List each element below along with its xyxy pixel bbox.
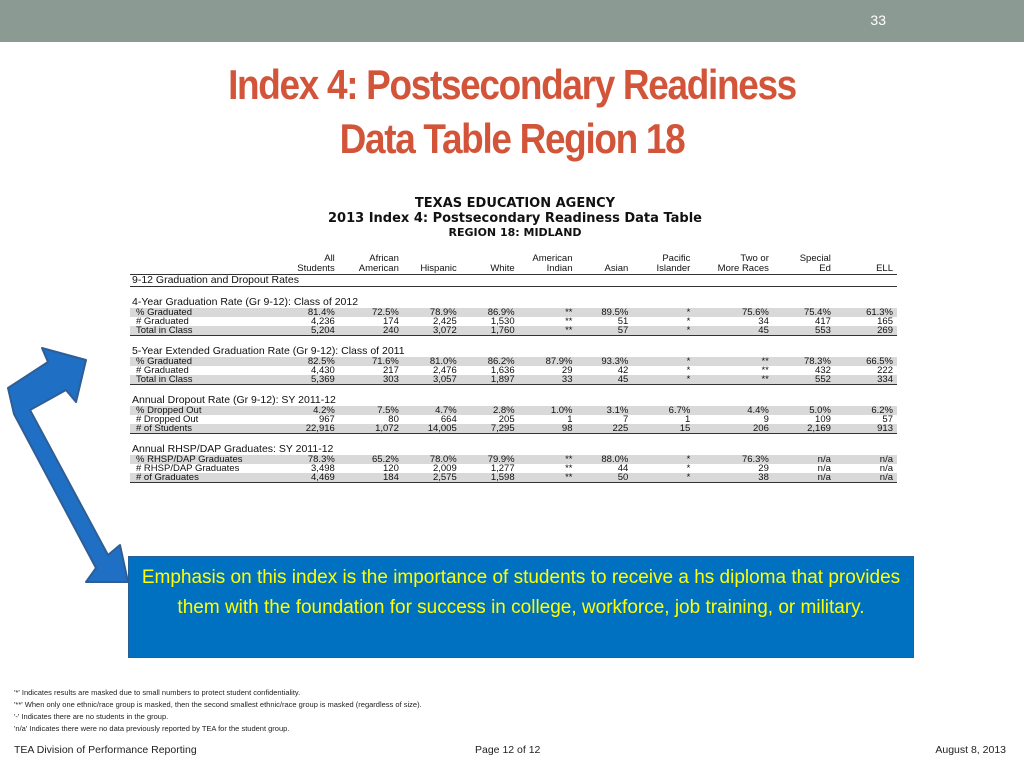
table-row (130, 366, 897, 375)
table-cell: ** (761, 366, 769, 375)
table-cell: 1,530 (490, 317, 515, 326)
table-cell: 87.9% (519, 357, 577, 366)
table-cell: 88.0% (577, 455, 633, 464)
table-cell: 269 (835, 326, 897, 336)
column-header-bottom: Students (297, 263, 335, 274)
row-label: % Dropped Out (130, 406, 283, 415)
table-cell: 82.5% (283, 357, 339, 366)
table-cell: 3,498 (311, 464, 335, 473)
footnote: '**' When only one ethnic/race group is masked, then the second smallest ethnic/race group is masked (regardless of size). (14, 700, 422, 709)
table-cell: 2,476 (432, 366, 457, 375)
table-cell: 1 (567, 415, 573, 424)
column-header-blank (130, 254, 283, 275)
report-region: REGION 18: MIDLAND (448, 226, 582, 239)
table-cell: 38 (694, 473, 773, 483)
table-cell: 51 (617, 317, 629, 326)
table-cell: 4.4% (694, 406, 773, 415)
table-cell: 57 (577, 326, 633, 336)
table-cell: n/a (879, 464, 893, 473)
table-row (130, 415, 897, 424)
block-title-row (130, 297, 897, 308)
row-label: Total in Class (130, 375, 283, 385)
row-label: # of Students (130, 424, 283, 434)
column-header (694, 254, 773, 275)
column-header (403, 254, 461, 275)
column-header-bottom: Ed (819, 263, 831, 274)
column-header (339, 254, 403, 275)
table-cell: 75.4% (773, 308, 835, 317)
table-cell: 61.3% (835, 308, 897, 317)
table-cell: 3.1% (577, 406, 633, 415)
table-cell: n/a (835, 473, 897, 483)
column-header (835, 254, 897, 275)
table-cell: 45 (694, 326, 773, 336)
table-cell: * (632, 375, 694, 385)
table-cell: * (632, 473, 694, 483)
table-cell: * (632, 308, 694, 317)
row-label: % RHSP/DAP Graduates (130, 455, 283, 464)
table-cell: 913 (835, 424, 897, 434)
table-cell: 15 (632, 424, 694, 434)
table-row (130, 357, 897, 366)
column-header-bottom: American (358, 263, 399, 274)
table-cell: ** (519, 473, 577, 483)
table-cell: ** (519, 455, 577, 464)
table-cell: 553 (773, 326, 835, 336)
table-cell: 1,598 (461, 473, 519, 483)
table-cell: 432 (815, 366, 831, 375)
column-header-top: Special (799, 254, 831, 264)
table-cell: 1,897 (461, 375, 519, 385)
table-cell: 1,760 (461, 326, 519, 336)
table-cell: n/a (773, 473, 835, 483)
spacer-cell (130, 336, 897, 347)
emphasis-callout: Emphasis on this index is the importance of students to receive a hs diploma that provides them with the foundation for success in college, workforce, job training, or military. (128, 556, 914, 658)
spacer-row (130, 287, 897, 298)
table-cell: 33 (519, 375, 577, 385)
spacer-row (130, 336, 897, 347)
column-header-top: American (532, 254, 573, 264)
column-header-top: Pacific (662, 254, 691, 264)
table-cell: 93.3% (577, 357, 633, 366)
block-title: Annual RHSP/DAP Graduates: SY 2011-12 (132, 444, 334, 455)
table-cell: 109 (815, 415, 831, 424)
table-cell: 2.8% (461, 406, 519, 415)
slide-number: 33 (870, 12, 886, 28)
table-cell: 1,072 (339, 424, 403, 434)
table-cell: 29 (561, 366, 573, 375)
table-row (130, 424, 897, 434)
slide-title-line-1: Index 4: Postsecondary Readiness (228, 61, 796, 108)
table-cell: 81.0% (403, 357, 461, 366)
column-header-top: All (324, 254, 335, 264)
table-cell: 81.4% (283, 308, 339, 317)
table-cell: * (686, 317, 691, 326)
double-headed-elbow-arrow-icon (0, 340, 135, 585)
row-label: % Graduated (130, 308, 283, 317)
footnote: '*' Indicates results are masked due to small numbers to protect student confidentiality. (14, 688, 301, 697)
table-cell: 50 (577, 473, 633, 483)
top-bar (0, 0, 1024, 42)
table-cell: n/a (817, 464, 831, 473)
table-cell: 7,295 (461, 424, 519, 434)
table-cell: 222 (877, 366, 893, 375)
column-header (283, 254, 339, 275)
spacer-cell (130, 434, 897, 445)
table-cell: 78.3% (283, 455, 339, 464)
footnotes (14, 687, 422, 735)
table-cell: 80 (388, 415, 399, 424)
table-cell: 65.2% (339, 455, 403, 464)
column-header-row (130, 254, 897, 275)
table-cell: ** (694, 357, 773, 366)
column-header (577, 254, 633, 275)
table-cell: 1 (685, 415, 691, 424)
table-cell: 184 (339, 473, 403, 483)
column-header-bottom: Asian (604, 263, 629, 274)
table-cell: * (686, 464, 691, 473)
table-cell: 3,057 (403, 375, 461, 385)
table-cell: 120 (383, 464, 399, 473)
footer-page: Page 12 of 12 (475, 744, 541, 756)
table-cell: 205 (498, 415, 515, 424)
table-cell: 2,575 (403, 473, 461, 483)
table-row (130, 464, 897, 473)
column-header-bottom: Islander (656, 263, 691, 274)
table-cell: 66.5% (835, 357, 897, 366)
table-cell: 75.6% (694, 308, 773, 317)
table-cell: 240 (339, 326, 403, 336)
table-cell: 225 (577, 424, 633, 434)
table-cell: 29 (758, 464, 769, 473)
table-cell: 22,916 (283, 424, 339, 434)
table-cell: 57 (882, 415, 893, 424)
table-cell: 6.7% (632, 406, 694, 415)
block-title: Annual Dropout Rate (Gr 9-12): SY 2011-12 (132, 395, 336, 406)
table-cell: ** (565, 464, 573, 473)
table-cell: 2,425 (432, 317, 457, 326)
table-cell: ** (519, 326, 577, 336)
table-row (130, 406, 897, 415)
table-cell: 3,072 (403, 326, 461, 336)
table-cell: 552 (773, 375, 835, 385)
table-cell: ** (565, 317, 573, 326)
table-cell: 9 (763, 415, 769, 424)
table-cell: 5,369 (283, 375, 339, 385)
table-cell: 4,430 (311, 366, 335, 375)
table-cell: * (632, 326, 694, 336)
row-label: # Graduated (136, 317, 189, 326)
table-cell: 14,005 (403, 424, 461, 434)
table-cell: * (632, 357, 694, 366)
table-cell: 34 (758, 317, 769, 326)
table-cell: 165 (877, 317, 893, 326)
table-cell: 967 (318, 415, 335, 424)
table-cell: n/a (835, 455, 897, 464)
table-cell: 1,277 (490, 464, 515, 473)
column-header (461, 254, 519, 275)
report-header (130, 196, 900, 239)
table-cell: 2,169 (773, 424, 835, 434)
table-cell: 303 (339, 375, 403, 385)
table-cell: 71.6% (339, 357, 403, 366)
table-cell: 5,204 (283, 326, 339, 336)
spacer-cell (130, 287, 897, 298)
row-label: # RHSP/DAP Graduates (136, 464, 240, 473)
table-cell: 1.0% (519, 406, 577, 415)
table-cell: 664 (440, 415, 457, 424)
table-row (130, 455, 897, 464)
table-cell: 417 (815, 317, 831, 326)
column-header-bottom: Indian (546, 263, 573, 274)
table-cell: 4.7% (403, 406, 461, 415)
block-title-row (130, 395, 897, 406)
table-cell: 4.2% (283, 406, 339, 415)
column-header-top: African (369, 254, 399, 264)
row-label: # Graduated (136, 366, 189, 375)
table-cell: 217 (383, 366, 399, 375)
table-cell: 334 (835, 375, 897, 385)
column-header-bottom: Hispanic (420, 263, 457, 274)
footnote: '-' Indicates there are no students in the group. (14, 712, 169, 721)
footnote: 'n/a' Indicates there were no data previously reported by TEA for the student group. (14, 724, 290, 733)
column-header (632, 254, 694, 275)
table-cell: 45 (577, 375, 633, 385)
spacer-row (130, 434, 897, 445)
block-title-row (130, 346, 897, 357)
table-cell: 78.3% (773, 357, 835, 366)
report-subtitle: 2013 Index 4: Postsecondary Readiness Data Table (327, 211, 702, 226)
table-cell: 5.0% (773, 406, 835, 415)
block-title: 4-Year Graduation Rate (Gr 9-12): Class of 2012 (132, 297, 359, 308)
section-title-row (130, 275, 897, 287)
table-cell: 206 (694, 424, 773, 434)
table-cell: 72.5% (339, 308, 403, 317)
spacer-row (130, 385, 897, 396)
table-cell: 76.3% (694, 455, 773, 464)
footer-date: August 8, 2013 (935, 744, 1006, 756)
table-cell: 4,236 (311, 317, 335, 326)
table-cell: 1,636 (490, 366, 515, 375)
table-row (130, 308, 897, 317)
table-cell: * (686, 366, 691, 375)
table-cell: * (632, 455, 694, 464)
column-header-bottom: More Races (717, 263, 769, 274)
table-cell: 44 (617, 464, 629, 473)
table-cell: n/a (773, 455, 835, 464)
table-cell: 2,009 (432, 464, 457, 473)
footer-left: TEA Division of Performance Reporting (14, 744, 197, 756)
table-cell: 4,469 (283, 473, 339, 483)
table-cell: 7 (623, 415, 629, 424)
table-cell: 7.5% (339, 406, 403, 415)
table-cell: 79.9% (461, 455, 519, 464)
row-label: # Dropped Out (136, 415, 199, 424)
table-row (130, 317, 897, 326)
table-cell: 86.9% (461, 308, 519, 317)
report-agency: TEXAS EDUCATION AGENCY (414, 196, 616, 211)
block-title: 5-Year Extended Graduation Rate (Gr 9-12): Class of 2011 (132, 346, 405, 357)
table-row (130, 326, 897, 336)
table-cell: 174 (383, 317, 399, 326)
table-row (130, 473, 897, 483)
table-cell: ** (519, 308, 577, 317)
table-cell: 6.2% (835, 406, 897, 415)
table-cell: ** (694, 375, 773, 385)
table-cell: 86.2% (461, 357, 519, 366)
table-cell: 42 (617, 366, 629, 375)
column-header (773, 254, 835, 275)
row-label: % Graduated (130, 357, 283, 366)
column-header-bottom: White (490, 263, 515, 274)
table-cell: 78.9% (403, 308, 461, 317)
data-table (130, 254, 897, 483)
table-cell: 89.5% (577, 308, 633, 317)
row-label: # of Graduates (130, 473, 283, 483)
block-title-row (130, 444, 897, 455)
column-header-top: Two or (740, 254, 769, 264)
row-label: Total in Class (130, 326, 283, 336)
spacer-cell (130, 385, 897, 396)
slide-title-line-2: Data Table Region 18 (339, 115, 685, 162)
column-header (519, 254, 577, 275)
slide-title (61, 58, 962, 166)
table-cell: 78.0% (403, 455, 461, 464)
table-cell: 98 (519, 424, 577, 434)
table-row (130, 375, 897, 385)
column-header-bottom: ELL (876, 263, 893, 274)
section-title: 9-12 Graduation and Dropout Rates (130, 275, 897, 287)
